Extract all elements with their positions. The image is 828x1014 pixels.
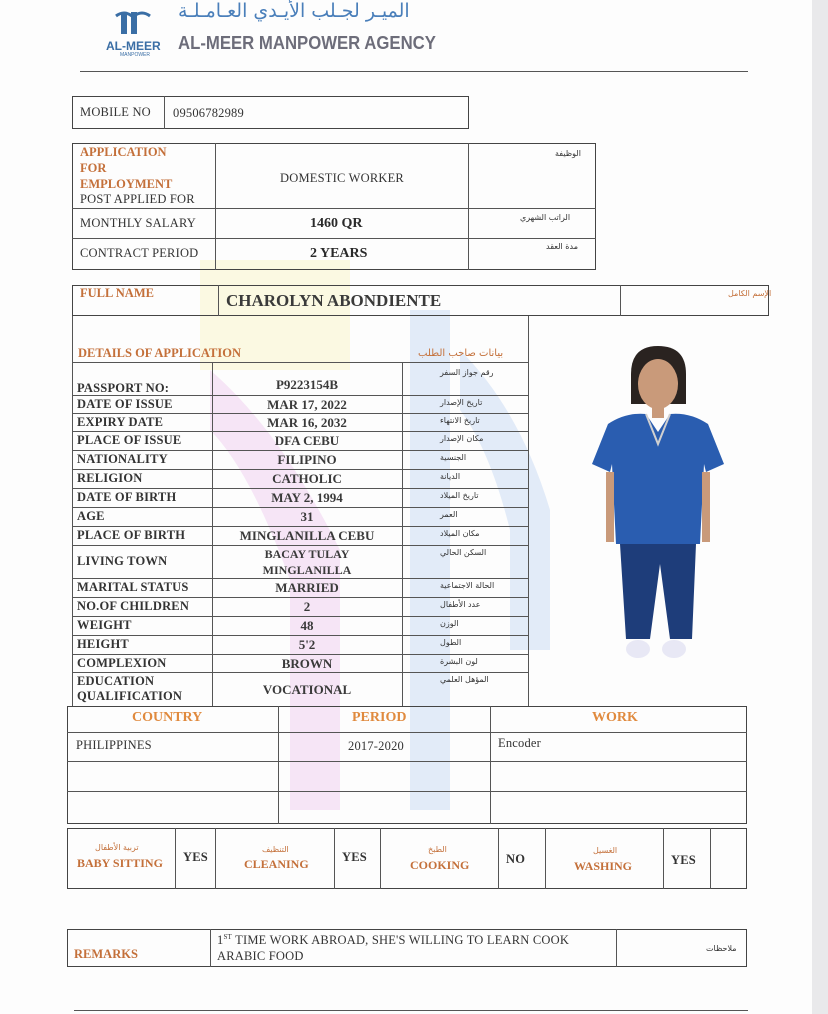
skill-cooking-label: COOKING [410, 858, 470, 872]
skill-cleaning-value: YES [342, 850, 367, 864]
header-divider [80, 71, 748, 72]
detail-value: MAR 16, 2032 [267, 414, 347, 430]
detail-label-arabic: مكان الميلاد [440, 529, 480, 538]
skill-babysitting-value: YES [183, 850, 208, 864]
post-applied-value: DOMESTIC WORKER [280, 171, 404, 185]
detail-label-arabic: تاريخ الانتهاء [440, 416, 480, 425]
detail-value: MARRIED [275, 580, 339, 595]
detail-value: FILIPINO [277, 452, 337, 467]
detail-label-arabic: مكان الإصدار [440, 434, 484, 443]
applicant-photo [586, 344, 726, 664]
salary-value: 1460 QR [310, 216, 363, 231]
detail-label-arabic: لون البشرة [440, 657, 478, 666]
detail-value: VOCATIONAL [262, 681, 352, 697]
skill-babysitting-label: BABY SITTING [77, 856, 163, 870]
detail-label-arabic: العمر [440, 510, 458, 519]
detail-label: COMPLEXION [77, 655, 167, 670]
footer-divider [74, 1010, 748, 1011]
agency-name-arabic: الميـر لجـلب الأيـدي العـامـلـة [178, 0, 410, 22]
contract-label: CONTRACT PERIOD [80, 246, 199, 260]
agency-logo [104, 10, 166, 60]
logo-mark-icon [104, 10, 166, 40]
detail-value: 2 [303, 599, 311, 614]
experience-country: PHILIPPINES [76, 738, 152, 752]
skill-cleaning-label: CLEANING [244, 857, 309, 871]
detail-label: MARITAL STATUS [77, 580, 189, 594]
detail-label: NO.OF CHILDREN [77, 599, 190, 613]
detail-label-2: QUALIFICATION [77, 689, 183, 703]
detail-label-arabic: الحالة الاجتماعية [440, 581, 495, 590]
logo-subtext: MANPOWER [120, 52, 150, 58]
detail-label-arabic: المؤهل العلمي [440, 675, 489, 684]
mobile-label: MOBILE NO [80, 105, 151, 119]
detail-label-arabic: تاريخ الميلاد [440, 491, 479, 500]
remarks-label: REMARKS [74, 947, 138, 961]
skill-washing-label: WASHING [574, 859, 633, 873]
detail-value: 48 [300, 618, 314, 633]
application-label: APPLICATION [80, 145, 167, 159]
detail-value: P9223154B [275, 376, 339, 392]
detail-value: MAR 17, 2022 [267, 396, 347, 412]
detail-label: NATIONALITY [77, 452, 168, 466]
detail-label-arabic: عدد الأطفال [440, 600, 481, 609]
application-form-page: AL-MEER MANPOWER الميـر لجـلب الأيـدي العـامـلـة AL-MEER MANPOWER AGENCY MOBILE NO 09506782989 APPLICATION FOR EMPLOYMENT POST APPLIED FOR DOMESTIC WORKER الوظيفة MONTHLY SALARY 1460 QR الراتب الشهري CONTRACT PERIOD 2 YEARS مدة العقد FULL NAME CHAROLYN ABONDIENTE الإسم الكامل DETAILS OF APPLICATION بيانات صاحب الطلب PASSPORT NO: P9223154B رقم جواز السفر DATE OF ISSUE MAR 17, 2022 تاريخ الإصدار EXPIRY DATE MAR 16, 2032 تاريخ الانتهاء PLACE OF ISSUE DFA CEBU مكان الإصدار NATIONALITY FILIPINO الجنسية RELIGION CATHOLIC الديانة DATE OF BIRTH MAY 2, 1994 تاريخ الميلاد AGE 31 العمر PLACE OF BIRTH MINGLANILLA CEBU مكان الميلاد LIVING TOWN BACAY TULAY MINGLANILLA السكن الحالي MARITAL STATUS MARRIED الحالة الاجتماعية NO.OF CHILDREN 2 عدد الأطفال WEIGHT 48 الوزن HEIGHT 5'2 الطول COMPLEXION BROWN لون البشرة EDUCATION QUALIFICATION VOCATIONAL المؤهل العلمي COUNTRY PERIOD WORK PHILIPPINES 2017-2020 Encoder تربية الأطفال BABY SITTING YES التنظيف CLEANING YES الطبخ COOKING NO الغسيل WASHING YES REMARKS 1ST TIME WORK ABROAD, SHE'S WILLING TO LEARN COOK ARABIC FOOD ملاحظات [0, 0, 812, 1014]
remarks-line-2: ARABIC FOOD [217, 949, 304, 963]
agency-name: AL-MEER MANPOWER AGENCY [178, 33, 436, 53]
skill-washing-value: YES [671, 853, 696, 867]
detail-label: DATE OF ISSUE [77, 396, 173, 411]
experience-work: Encoder [498, 736, 542, 750]
detail-label-arabic: الجنسية [440, 453, 467, 462]
detail-value: BROWN [281, 655, 333, 671]
detail-label: DATE OF BIRTH [77, 490, 177, 504]
detail-value: MINGLANILLA CEBU [239, 528, 375, 543]
detail-value-2: MINGLANILLA [262, 563, 352, 577]
experience-header-country: COUNTRY [132, 710, 203, 725]
detail-label: LIVING TOWN [77, 554, 168, 568]
detail-label: WEIGHT [77, 618, 132, 632]
detail-label: AGE [77, 509, 105, 523]
detail-label: PLACE OF ISSUE [77, 433, 182, 447]
detail-label: EDUCATION [77, 674, 155, 688]
detail-label-arabic: الوزن [440, 619, 459, 628]
detail-value: DFA CEBU [274, 433, 340, 448]
detail-label: RELIGION [77, 471, 143, 485]
detail-label-arabic: الديانة [440, 472, 461, 481]
detail-value: 5'2 [298, 637, 316, 652]
remarks-line-1: 1ST TIME WORK ABROAD, SHE'S WILLING TO LEARN COOK [217, 933, 570, 948]
detail-label: PASSPORT NO: [77, 380, 170, 395]
detail-label-arabic: تاريخ الإصدار [440, 398, 483, 407]
salary-label: MONTHLY SALARY [80, 216, 197, 230]
mobile-value: 09506782989 [173, 106, 244, 120]
contract-value: 2 YEARS [310, 246, 368, 261]
detail-label-arabic: رقم جواز السفر [440, 368, 494, 377]
detail-value: 31 [300, 509, 314, 524]
detail-value: BACAY TULAY [264, 547, 350, 561]
detail-label-arabic: الطول [440, 638, 462, 647]
full-name-label: FULL NAME [80, 286, 154, 300]
detail-value: MAY 2, 1994 [271, 490, 343, 505]
detail-value: CATHOLIC [272, 471, 342, 486]
details-title: DETAILS OF APPLICATION [78, 346, 241, 360]
full-name-value: CHAROLYN ABONDIENTE [226, 291, 442, 310]
skills-table [67, 828, 747, 889]
experience-period: 2017-2020 [348, 739, 404, 753]
detail-label: PLACE OF BIRTH [77, 528, 186, 542]
skill-cooking-value: NO [506, 852, 526, 866]
experience-header-work: WORK [592, 710, 638, 725]
detail-label-arabic: السكن الحالي [440, 548, 487, 557]
post-applied-label: POST APPLIED FOR [80, 192, 195, 206]
experience-header-period: PERIOD [352, 710, 407, 725]
detail-label: HEIGHT [77, 637, 129, 651]
logo-text: AL-MEER [106, 39, 161, 53]
details-title-arabic: بيانات صاحب الطلب [418, 348, 504, 359]
detail-label: EXPIRY DATE [77, 414, 164, 429]
